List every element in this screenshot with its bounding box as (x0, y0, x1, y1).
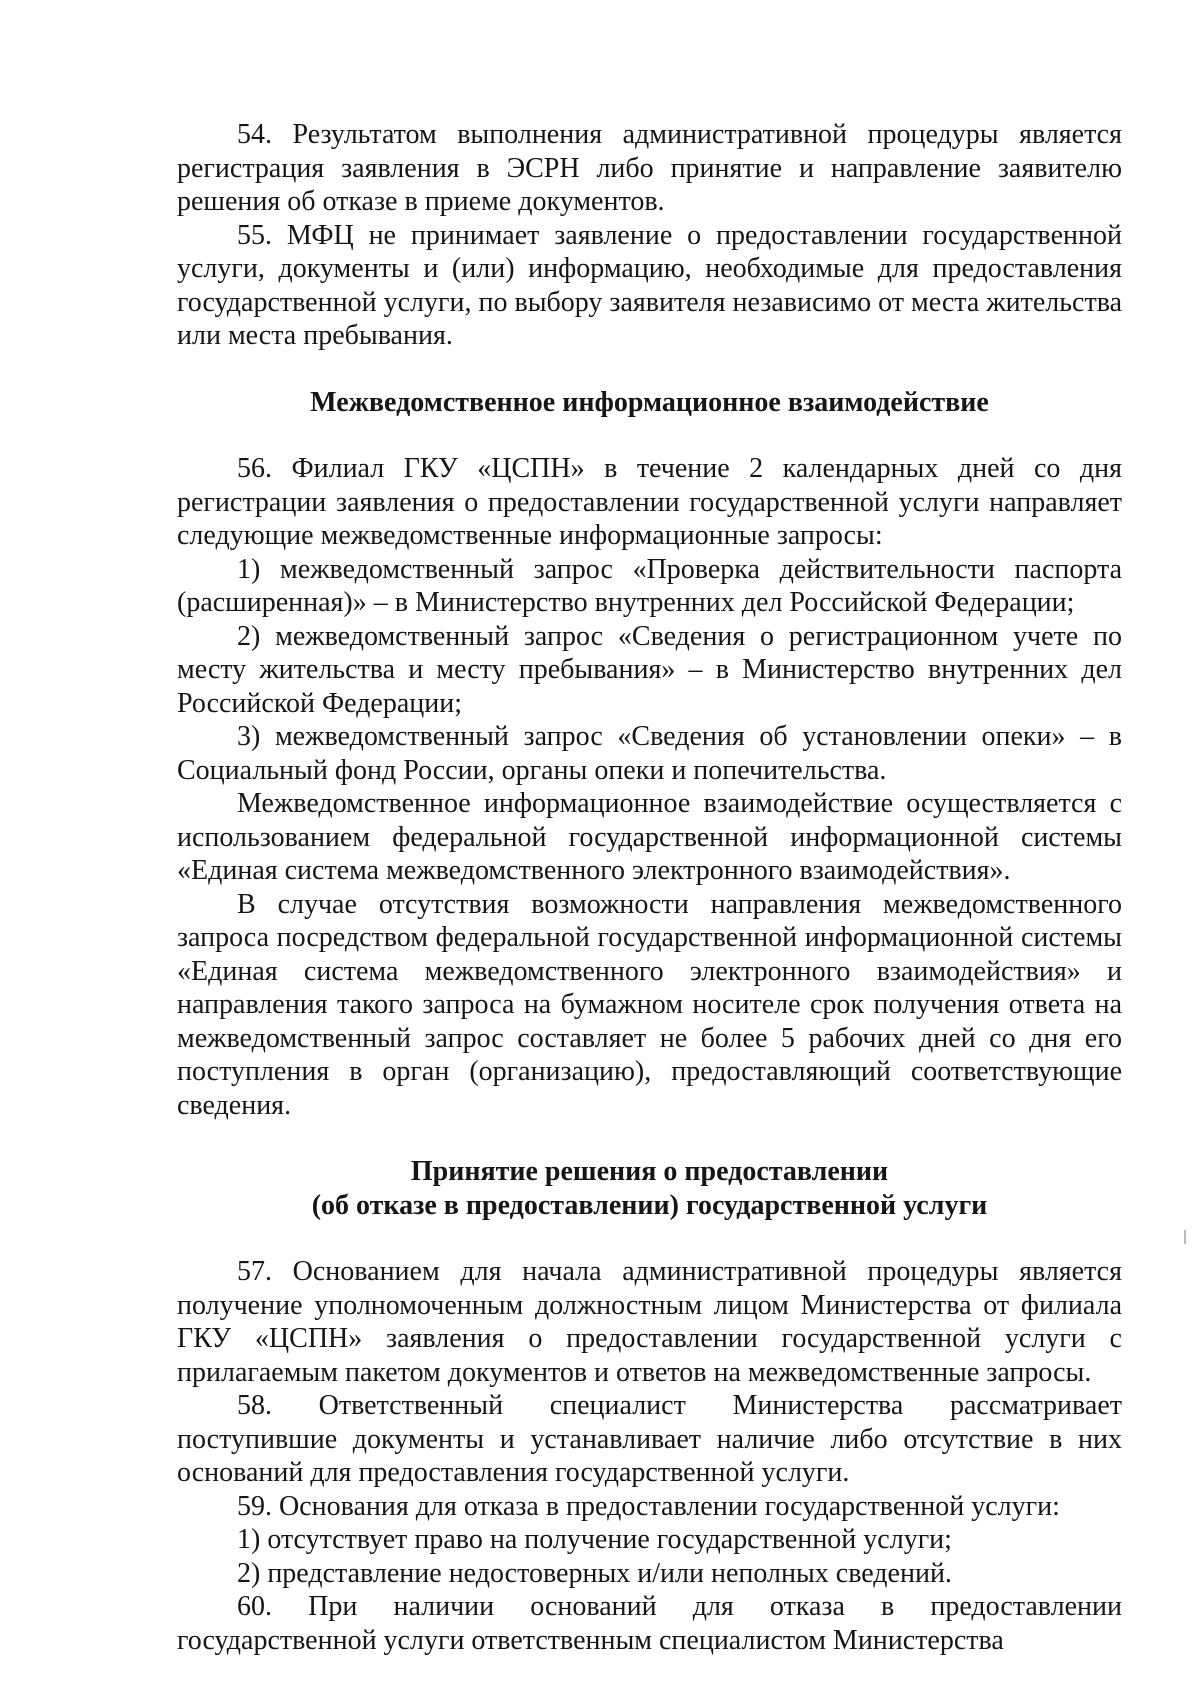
paragraph-56-paper-request: В случае отсутствия возможности направления межведомственного запроса посредством федеральной государственной информационной системы «Единая система межведомственного электронного взаимодействия» и направления такого запроса на бумажном носителе срок получения ответа на межведомственный запрос составляет не более 5 рабочих дней со дня его поступления в орган (организацию), предоставляющий соответствующие сведения. (177, 888, 1122, 1121)
paragraph-56: 56. Филиал ГКУ «ЦСПН» в течение 2 календарных дней со дня регистрации заявления о предоставлении государственной услуги направляет следующие межведомственные информационные запросы: (177, 453, 1122, 551)
paragraph-56-smev: Межведомственное информационное взаимодействие осуществляется с использованием федеральной государственной информационной системы «Единая система межведомственного электронного взаимодействия». (177, 788, 1122, 886)
spacer (177, 1222, 1122, 1255)
paragraph-56-item-3: 3) межведомственный запрос «Сведения об установлении опеки» – в Социальный фонд России, органы опеки и попечительства. (177, 721, 1122, 786)
paragraph-56-item-2: 2) межведомственный запрос «Сведения о регистрационном учете по месту жительства и месту пребывания» – в Министерство внутренних дел Российской Федерации; (177, 620, 1122, 719)
paragraph-57: 57. Основанием для начала административной процедуры является получение уполномоченным должностным лицом Министерства от филиала ГКУ «ЦСПН» заявления о предоставлении государственной услуги с прилагаемым пакетом документов и ответов на межведомственные запросы. (177, 1256, 1122, 1388)
spacer (177, 1122, 1122, 1155)
document-body (177, 118, 1122, 1657)
spacer (177, 419, 1122, 452)
paragraph-58: 58. Ответственный специалист Министерства рассматривает поступившие документы и устанавливает наличие либо отсутствие в них оснований для предоставления государственной услуги. (177, 1390, 1122, 1488)
paragraph-56-item-1: 1) межведомственный запрос «Проверка действительности паспорта (расширенная)» – в Министерство внутренних дел Российской Федерации; (177, 553, 1122, 618)
scan-edge-mark (1184, 1230, 1186, 1244)
spacer (177, 353, 1122, 386)
paragraph-55: 55. МФЦ не принимает заявление о предоставлении государственной услуги, документы и (или) информацию, необходимые для предоставления государственной услуги, по выбору заявителя независимо от места жительства или места пребывания. (177, 219, 1122, 351)
paragraph-59: 59. Основания для отказа в предоставлении государственной услуги: (237, 1490, 1060, 1522)
paragraph-60: 60. При наличии оснований для отказа в предоставлении государственной услуги ответственным специалистом Министерства (177, 1591, 1122, 1656)
section-heading-decision-line-2: (об отказе в предоставлении) государственной услуги (311, 1189, 988, 1221)
paragraph-59-item-1: 1) отсутствует право на получение государственной услуги; (237, 1524, 952, 1555)
section-heading-interagency: Межведомственное информационное взаимодействие (310, 386, 989, 418)
section-heading-decision-line-1: Принятие решения о предоставлении (410, 1156, 889, 1187)
paragraph-54: 54. Результатом выполнения административной процедуры является регистрация заявления в ЭСРН либо принятие и направление заявителю решения об отказе в приеме документов. (177, 119, 1122, 217)
paragraph-59-item-2: 2) представление недостоверных и/или неполных сведений. (237, 1557, 952, 1589)
